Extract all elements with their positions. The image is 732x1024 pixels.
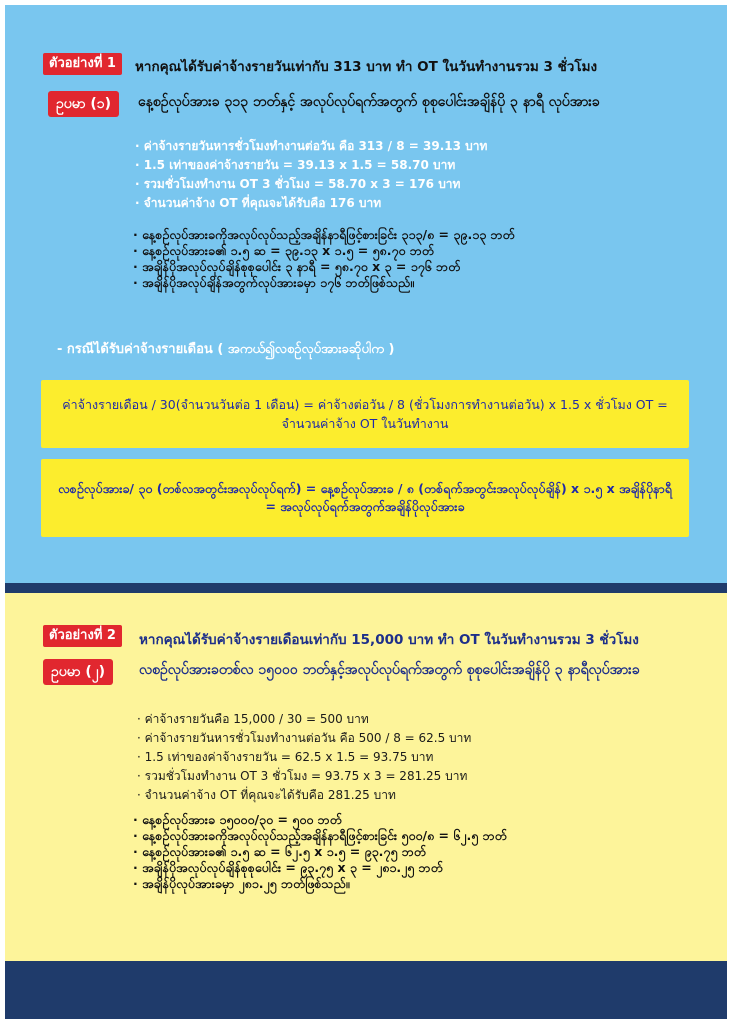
example-2-title: หากคุณได้รับค่าจ้างรายเดือนเท่ากับ 15,000 บาท ทำ OT ในวันทำงานรวม 3 ชั่วโมง: [139, 632, 639, 648]
example-1-title: หากคุณได้รับค่าจ้างรายวันเท่ากับ 313 บาท ทำ OT ในวันทำงานรวม 3 ชั่วโมง: [135, 59, 598, 75]
example-2-mm-title: လစဉ်လုပ်အားခတစ်လ ၁၅၀၀၀ ဘတ်နှင့်အလုပ်လုပ်ရက်အတွက် စုစုပေါင်းအချိန်ပို ၃ နာရီလုပ်အားခ: [139, 662, 640, 678]
list-item: · จำนวนค่าจ้าง OT ที่คุณจะได้รับคือ 281.25 บาท: [137, 788, 396, 802]
monthly-note: - กรณีได้รับค่าจ้างรายเดือน ( အကယ်၍လစဉ်လုပ်အားခဆိုပါက ): [57, 342, 395, 357]
formula-thai-box: [41, 380, 689, 448]
list-item: · ค่าจ้างรายวันหารชั่วโมงทำงานต่อวัน คือ 313 / 8 = 39.13 บาท: [135, 139, 488, 153]
list-item: · รวมชั่วโมงทำงาน OT 3 ชั่วโมง = 58.70 x 3 = 176 บาท: [135, 177, 461, 191]
list-item: · နေ့စဉ်လုပ်အားခကိုအလုပ်လုပ်သည့်အချိန်နာရီဖြင့်စားခြင်း ၅၀၀/၈ = ၆၂.၅ ဘတ်: [133, 828, 507, 843]
example-1-tag: ตัวอย่างที่ 1: [43, 53, 122, 75]
example-2-section: [5, 593, 727, 961]
list-item: · နေ့စဉ်လုပ်အားခ ၁၅၀၀၀/၃၀ = ၅၀၀ ဘတ်: [133, 812, 342, 827]
list-item: · ค่าจ้างรายวันหารชั่วโมงทำงานต่อวัน คือ 500 / 8 = 62.5 บาท: [137, 731, 472, 745]
list-item: · ค่าจ้างรายวันคือ 15,000 / 30 = 500 บาท: [137, 712, 369, 726]
example-2-tag: ตัวอย่างที่ 2: [43, 625, 122, 647]
list-item: · အချိန်ပိုလုပ်အားခမှာ ၂၈၁.၂၅ ဘတ်ဖြစ်သည်။: [133, 876, 350, 891]
list-item: · အချိန်ပိုအလုပ်လုပ်ချိန်စုစုပေါင်း = ၉၃.၇၅ x ၃ = ၂၈၁.၂၅ ဘတ်: [133, 860, 443, 875]
list-item: · 1.5 เท่าของค่าจ้างรายวัน = 62.5 x 1.5 = 93.75 บาท: [137, 750, 434, 764]
example-1-thai-steps: [135, 137, 487, 213]
section-divider: [5, 583, 727, 593]
list-item: · အချိန်ပိုအလုပ်ချိန်အတွက်လုပ်အားခမှာ ၁၇၆ ဘတ်ဖြစ်သည်။: [133, 275, 415, 290]
example-2-mm-steps: [133, 812, 507, 892]
list-item: · နေ့စဉ်လုပ်အားခ၏ ၁.၅ ဆ = ၃၉.၁၃ x ၁.၅ = ၅၈.၇၀ ဘတ်: [133, 243, 435, 258]
formula-mm-box: [41, 459, 689, 537]
list-item: · รวมชั่วโมงทำงาน OT 3 ชั่วโมง = 93.75 x 3 = 281.25 บาท: [137, 769, 468, 783]
formula-mm-text: လစဉ်လုပ်အားခ/ ၃၀ (တစ်လအတွင်းအလုပ်လုပ်ရက်) = နေ့စဉ်လုပ်အားခ / ၈ (တစ်ရက်အတွင်းအလုပ်လုပ်ချိန်) x ၁.၅ x အချိန်ပိုနာရီ = အလုပ်လုပ်ရက်အတွက်အချိန်ပိုလုပ်အားခ: [58, 481, 672, 514]
list-item: · နေ့စဉ်လုပ်အားခ၏ ၁.၅ ဆ = ၆၂.၅ x ၁.၅ = ၉၃.၇၅ ဘတ်: [133, 844, 427, 859]
list-item: · จำนวนค่าจ้าง OT ที่คุณจะได้รับคือ 176 บาท: [135, 196, 382, 210]
example-2-mm-tag: ဥပမာ (၂): [43, 659, 113, 685]
ot-infographic: [5, 5, 727, 1019]
example-1-mm-title: နေ့စဉ်လုပ်အားခ ၃၁၃ ဘတ်နှင့် အလုပ်လုပ်ရက်အတွက် စုစုပေါင်းအချိန်ပို ၃ နာရီ လုပ်အားခ: [138, 94, 600, 110]
example-1-section: [5, 5, 727, 583]
formula-thai-text: ค่าจ้างรายเดือน / 30(จำนวนวันต่อ 1 เดือน) = ค่าจ้างต่อวัน / 8 (ชั่วโมงการทำงานต่อวัน) x 1.5 x ชั่วโมง OT = จำนวนค่าจ้าง OT ในวันทำงาน: [62, 397, 668, 431]
list-item: · 1.5 เท่าของค่าจ้างรายวัน = 39.13 x 1.5 = 58.70 บาท: [135, 158, 456, 172]
footer-band: [5, 961, 727, 1019]
list-item: · အချိန်ပိုအလုပ်လုပ်ချိန်စုစုပေါင်း ၃ နာရီ = ၅၈.၇၀ x ၃ = ၁၇၆ ဘတ်: [133, 259, 461, 274]
list-item: · နေ့စဉ်လုပ်အားခကိုအလုပ်လုပ်သည့်အချိန်နာရီဖြင့်စားခြင်း ၃၁၃/၈ = ၃၉.၁၃ ဘတ်: [133, 227, 515, 242]
example-2-thai-steps: [137, 710, 471, 805]
example-1-mm-steps: [133, 227, 515, 291]
example-1-mm-tag: ဥပမာ (၁): [48, 91, 119, 117]
